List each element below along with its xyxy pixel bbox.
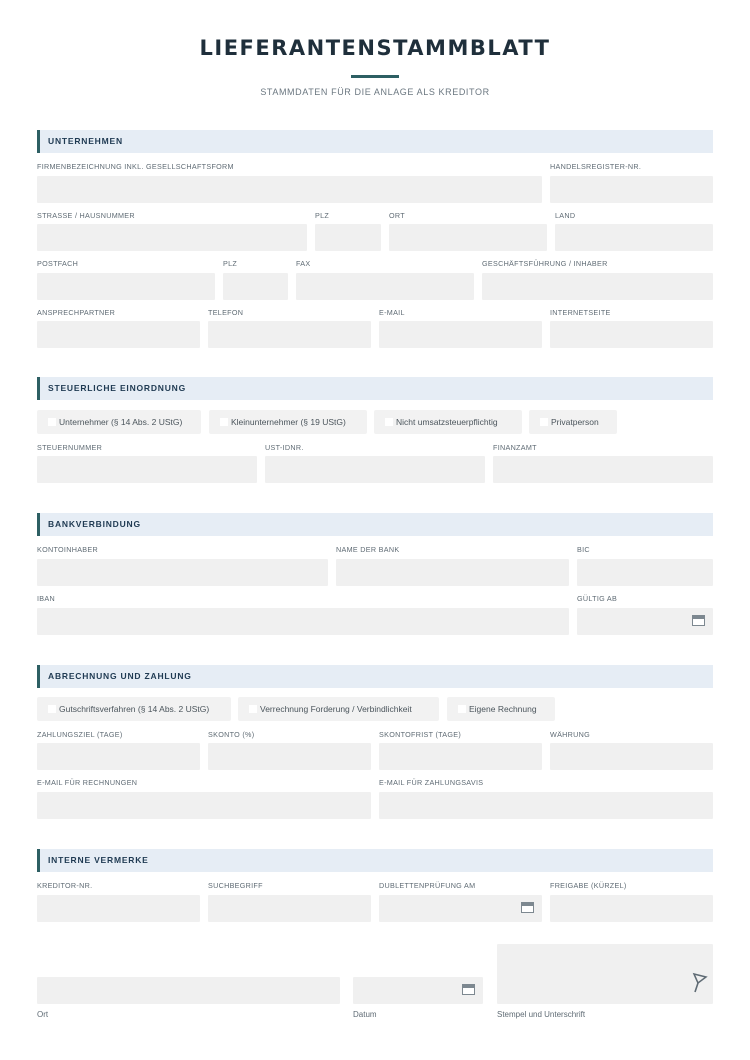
option-label: Privatperson <box>551 417 599 427</box>
label-duplicate-check: DUBLETTENPRÜFUNG AM <box>379 881 476 890</box>
section-title: UNTERNEHMEN <box>48 136 123 146</box>
contact-field[interactable] <box>37 321 200 348</box>
plz-field[interactable] <box>315 224 381 251</box>
label-invoice-email: E-MAIL FÜR RECHNUNGEN <box>37 778 138 787</box>
label-keyword: SUCHBEGRIFF <box>208 881 263 890</box>
label-website: INTERNETSEITE <box>550 308 611 317</box>
duplicate-check-field[interactable] <box>379 895 542 922</box>
label-approval: FREIGABE (KÜRZEL) <box>550 881 627 890</box>
label-city: ORT <box>389 211 405 220</box>
management-field[interactable] <box>482 273 713 300</box>
label-country: LAND <box>555 211 576 220</box>
date-field[interactable] <box>353 977 483 1004</box>
option-label: Gutschriftsverfahren (§ 14 Abs. 2 UStG) <box>59 704 210 714</box>
label-discount: SKONTO (%) <box>208 730 255 739</box>
checkbox[interactable] <box>220 418 228 426</box>
checkbox[interactable] <box>48 705 56 713</box>
email-field[interactable] <box>379 321 542 348</box>
option-label: Verrechnung Forderung / Verbindlichkeit <box>260 704 412 714</box>
city-field[interactable] <box>389 224 547 251</box>
discount-period-field[interactable] <box>379 743 542 770</box>
option-offsetting[interactable] <box>238 697 439 721</box>
checkbox[interactable] <box>249 705 257 713</box>
website-field[interactable] <box>550 321 713 348</box>
holder-field[interactable] <box>37 559 328 586</box>
label-phone: TELEFON <box>208 308 244 317</box>
signature-pen-icon <box>692 972 708 994</box>
section-title: STEUERLICHE EINORDNUNG <box>48 383 187 393</box>
label-email: E-MAIL <box>379 308 405 317</box>
option-label: Kleinunternehmer (§ 19 UStG) <box>231 417 346 427</box>
option-label: Unternehmer (§ 14 Abs. 2 UStG) <box>59 417 183 427</box>
pobox-plz-field[interactable] <box>223 273 288 300</box>
label-creditor-no: KREDITOR-NR. <box>37 881 93 890</box>
section-header-billing <box>37 665 713 688</box>
bankname-field[interactable] <box>336 559 569 586</box>
option-label: Nicht umsatzsteuerpflichtig <box>396 417 498 427</box>
register-field[interactable] <box>550 176 713 203</box>
option-label: Eigene Rechnung <box>469 704 537 714</box>
label-register: HANDELSREGISTER-NR. <box>550 162 642 171</box>
label-vatid: UST-IDNR. <box>265 443 304 452</box>
label-place: Ort <box>37 1010 49 1019</box>
option-not-vat-liable[interactable] <box>374 410 522 434</box>
label-pobox-plz: PLZ <box>223 259 238 268</box>
label-iban: IBAN <box>37 594 55 603</box>
pobox-field[interactable] <box>37 273 215 300</box>
label-currency: WÄHRUNG <box>550 730 591 739</box>
country-field[interactable] <box>555 224 713 251</box>
label-taxnumber: STEUERNUMMER <box>37 443 103 452</box>
label-bic: BIC <box>577 545 590 554</box>
vatid-field[interactable] <box>265 456 485 483</box>
checkbox[interactable] <box>540 418 548 426</box>
label-fax: FAX <box>296 259 311 268</box>
valid-from-field[interactable] <box>577 608 713 635</box>
label-company-name: FIRMENBEZEICHNUNG INKL. GESELLSCHAFTSFORM <box>37 162 234 171</box>
signature-stamp-field[interactable] <box>497 944 713 1004</box>
option-self-billing[interactable] <box>37 697 231 721</box>
label-valid-from: GÜLTIG AB <box>577 594 618 603</box>
taxnumber-field[interactable] <box>37 456 257 483</box>
currency-field[interactable] <box>550 743 713 770</box>
section-header-internal <box>37 849 713 872</box>
label-discount-period: SKONTOFRIST (TAGE) <box>379 730 462 739</box>
label-bankname: NAME DER BANK <box>336 545 400 554</box>
advice-email-field[interactable] <box>379 792 713 819</box>
approval-field[interactable] <box>550 895 713 922</box>
fax-field[interactable] <box>296 273 474 300</box>
calendar-icon[interactable] <box>521 902 534 913</box>
option-own-invoice[interactable] <box>447 697 555 721</box>
section-header-company <box>37 130 713 153</box>
payment-term-field[interactable] <box>37 743 200 770</box>
label-advice-email: E-MAIL FÜR ZAHLUNGSAVIS <box>379 778 484 787</box>
bic-field[interactable] <box>577 559 713 586</box>
option-small-business[interactable] <box>209 410 367 434</box>
title-underline <box>351 75 399 78</box>
phone-field[interactable] <box>208 321 371 348</box>
page-title: LIEFERANTENSTAMMBLATT <box>199 36 551 60</box>
section-title: ABRECHNUNG UND ZAHLUNG <box>48 671 192 681</box>
page-subtitle: STAMMDATEN FÜR DIE ANLAGE ALS KREDITOR <box>260 87 490 97</box>
creditor-no-field[interactable] <box>37 895 200 922</box>
place-field[interactable] <box>37 977 340 1004</box>
label-pobox: POSTFACH <box>37 259 79 268</box>
section-title: BANKVERBINDUNG <box>48 519 141 529</box>
calendar-icon[interactable] <box>462 984 475 995</box>
label-street: STRASSE / HAUSNUMMER <box>37 211 135 220</box>
calendar-icon[interactable] <box>692 615 705 626</box>
company-name-field[interactable] <box>37 176 542 203</box>
label-holder: KONTOINHABER <box>37 545 98 554</box>
section-header-bank <box>37 513 713 536</box>
label-plz: PLZ <box>315 211 330 220</box>
option-private-person[interactable] <box>529 410 617 434</box>
keyword-field[interactable] <box>208 895 371 922</box>
label-management: GESCHÄFTSFÜHRUNG / INHABER <box>482 259 608 268</box>
section-title: INTERNE VERMERKE <box>48 855 149 865</box>
checkbox[interactable] <box>385 418 393 426</box>
label-stamp-signature: Stempel und Unterschrift <box>497 1010 586 1019</box>
label-date: Datum <box>353 1010 377 1019</box>
checkbox[interactable] <box>458 705 466 713</box>
discount-field[interactable] <box>208 743 371 770</box>
iban-field[interactable] <box>37 608 569 635</box>
option-entrepreneur[interactable] <box>37 410 201 434</box>
street-field[interactable] <box>37 224 307 251</box>
tax-office-field[interactable] <box>493 456 713 483</box>
label-payment-term: ZAHLUNGSZIEL (TAGE) <box>37 730 123 739</box>
label-contact: ANSPRECHPARTNER <box>37 308 116 317</box>
checkbox[interactable] <box>48 418 56 426</box>
label-tax-office: FINANZAMT <box>493 443 537 452</box>
section-header-tax <box>37 377 713 400</box>
invoice-email-field[interactable] <box>37 792 371 819</box>
